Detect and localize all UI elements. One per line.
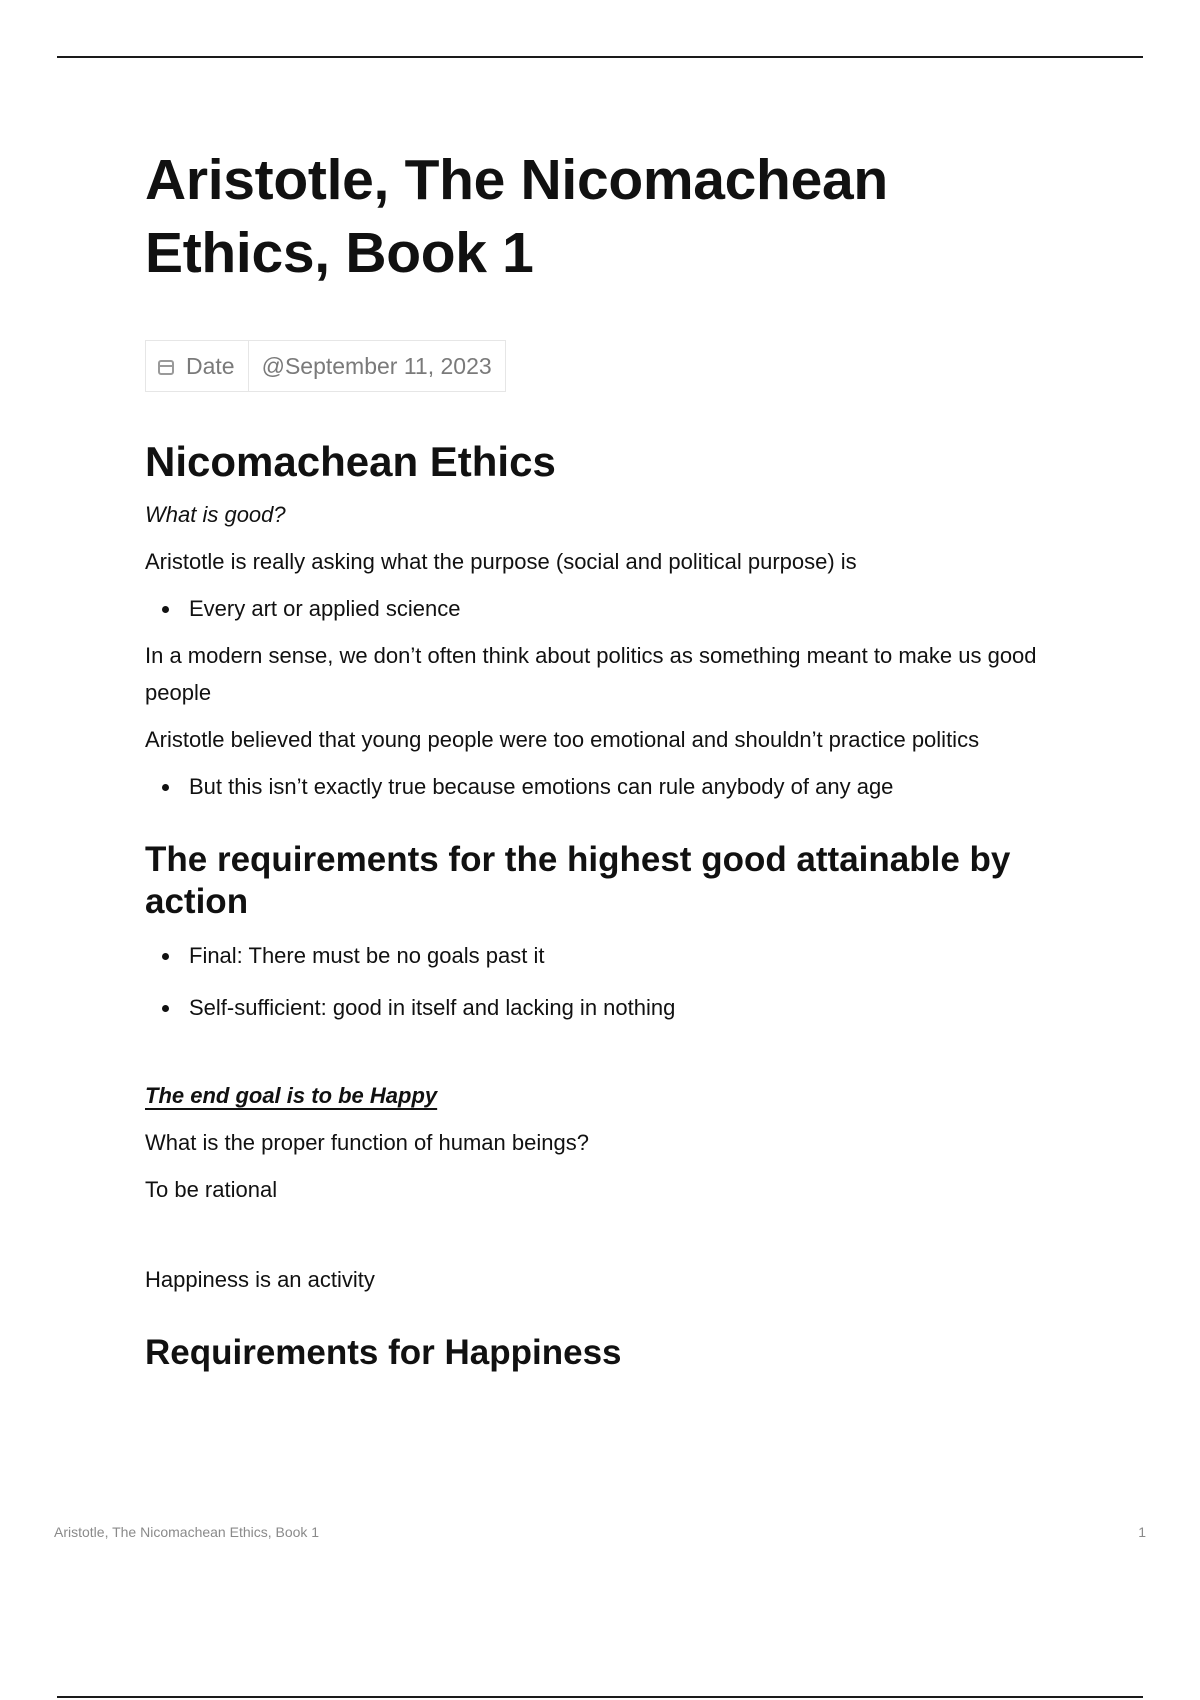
property-key[interactable] bbox=[146, 341, 249, 391]
list-item: Final: There must be no goals past it bbox=[145, 937, 1075, 974]
bottom-rule bbox=[57, 1696, 1143, 1698]
page-number: 1 bbox=[1138, 1524, 1146, 1540]
list-item: Self-sufficient: good in itself and lacking in nothing bbox=[145, 989, 1075, 1026]
section-heading-nicomachean-ethics: Nicomachean Ethics bbox=[145, 438, 556, 485]
bullet-list bbox=[145, 768, 1075, 805]
paragraph: What is the proper function of human beings? bbox=[145, 1130, 589, 1155]
paragraph: In a modern sense, we don’t often think about politics as something meant to make us good people bbox=[145, 643, 1037, 705]
footer-title: Aristotle, The Nicomachean Ethics, Book 1 bbox=[54, 1524, 320, 1540]
section-heading-requirements-highest-good: The requirements for the highest good attainable by action bbox=[145, 840, 1011, 921]
paragraph: Happiness is an activity bbox=[145, 1267, 375, 1292]
question-italic: What is good? bbox=[145, 502, 286, 527]
property-row bbox=[145, 340, 506, 392]
question-text bbox=[145, 496, 1075, 533]
document-body bbox=[145, 144, 1075, 1374]
property-key-label: Date bbox=[186, 352, 235, 379]
calendar-icon bbox=[158, 360, 174, 375]
list-item: But this isn’t exactly true because emotions can rule anybody of any age bbox=[145, 768, 1075, 805]
emphasis-text: The end goal is to be Happy bbox=[145, 1083, 438, 1108]
paragraph: Aristotle is really asking what the purpose (social and political purpose) is bbox=[145, 549, 857, 574]
list-item: Every art or applied science bbox=[145, 590, 1075, 627]
page-footer bbox=[54, 1524, 1146, 1540]
empty-line bbox=[145, 1208, 1075, 1245]
emphasis-line bbox=[145, 1077, 1075, 1114]
paragraph: To be rational bbox=[145, 1177, 278, 1202]
page-title: Aristotle, The Nicomachean Ethics, Book 1 bbox=[145, 148, 888, 285]
top-rule bbox=[57, 56, 1143, 58]
bullet-list bbox=[145, 937, 1075, 1026]
property-value[interactable]: @September 11, 2023 bbox=[261, 352, 492, 379]
paragraph: Aristotle believed that young people were too emotional and shouldn’t practice politics bbox=[145, 727, 980, 752]
empty-line bbox=[145, 1026, 1075, 1063]
section-heading-requirements-happiness: Requirements for Happiness bbox=[145, 1333, 622, 1372]
bullet-list bbox=[145, 590, 1075, 627]
